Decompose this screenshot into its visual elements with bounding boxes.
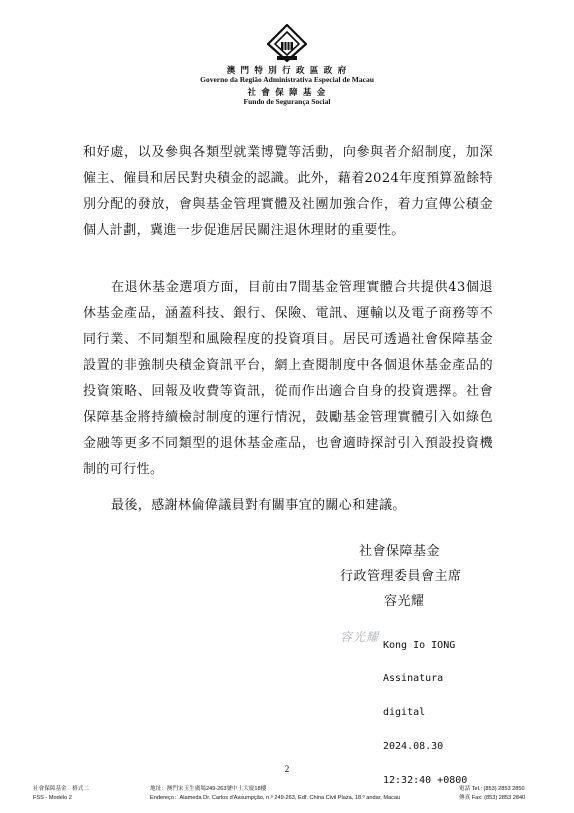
footer-tel: 電話 Tel.: (853) 2853 2850 — [459, 786, 525, 792]
fss-logo-icon — [267, 24, 307, 62]
signature-title: 行政管理委員會主席 — [340, 569, 462, 584]
digital-signature-label: Assinatura — [383, 673, 444, 685]
header-fund-cn: 社 會 保 障 基 金 — [247, 88, 327, 98]
body-paragraph-1: 和好處，以及參與各類型就業博覽等活動，向參與者介紹制度，加深僱主、僱員和居民對央積金的認識。此外，藉着2024年度預算盈餘特別分配的發放，會與基金管理實體及社團加強合作，着力宣傳公積金個人計劃，冀進一步促進居民關注退休理財的重要性。 — [83, 145, 493, 238]
footer-contact — [459, 785, 525, 803]
digital-signature-date: 2024.08.30 — [383, 741, 444, 753]
body-paragraph-3: 最後，感謝林倫偉議員對有關事宜的關心和建議。 — [111, 498, 406, 513]
footer-address-cn: 地址：澳門宋玉生廣場249-263號中土大廈18樓 — [150, 786, 267, 792]
signature-name: 容光耀 — [384, 594, 425, 609]
digital-signature-signer: Kong Io IONG — [383, 639, 456, 651]
footer-fax: 傳真 Fax: (853) 2853 2840 — [459, 795, 526, 801]
footer-form-cn: 社會保障基金 格式二 — [33, 786, 89, 792]
body-paragraph-2: 在退休基金選項方面，目前由7間基金管理實體合共提供43個退休基金產品，涵蓋科技、銀行、保險、電訊、運輸以及電子商務等不同行業、不同類型和風險程度的投資項目。居民可透過社會保障基金設置的非強制央積金資訊平台，網上查閱制度中各個退休基金產品的投資策略、回報及收費等資訊，從而作出適合自身的投資選擇。社會保障基金將持續檢討制度的運行情況，鼓勵基金管理實體引入如綠色金融等更多不同類型的退休基金產品，也會適時探討引入預設投資機制的可行性。 — [83, 280, 493, 477]
footer-form-pt: FSS - Modelo 2 — [33, 795, 72, 801]
footer-form-code — [33, 785, 89, 803]
header-fund-pt: Fundo de Segurança Social — [243, 97, 331, 106]
page-number: 2 — [284, 764, 290, 774]
footer-address-pt: Endereço：Alameda Dr. Carlos d'Assumpção, n.º 249-263, Edf. China Civil Plaza, 18.º andar, Macau — [150, 795, 401, 801]
digital-signature-time: 12:32:40 +0800 — [383, 775, 468, 787]
header-government-pt: Governo da Região Administrativa Especial de Macau — [200, 75, 374, 84]
footer-address — [150, 785, 400, 803]
signature-organization: 社會保障基金 — [359, 544, 441, 559]
digital-signature-label-2: digital — [383, 707, 426, 719]
header-government-cn: 澳 門 特 別 行 政 區 政 府 — [226, 66, 348, 76]
handwritten-signature: 容光耀 — [340, 630, 380, 644]
